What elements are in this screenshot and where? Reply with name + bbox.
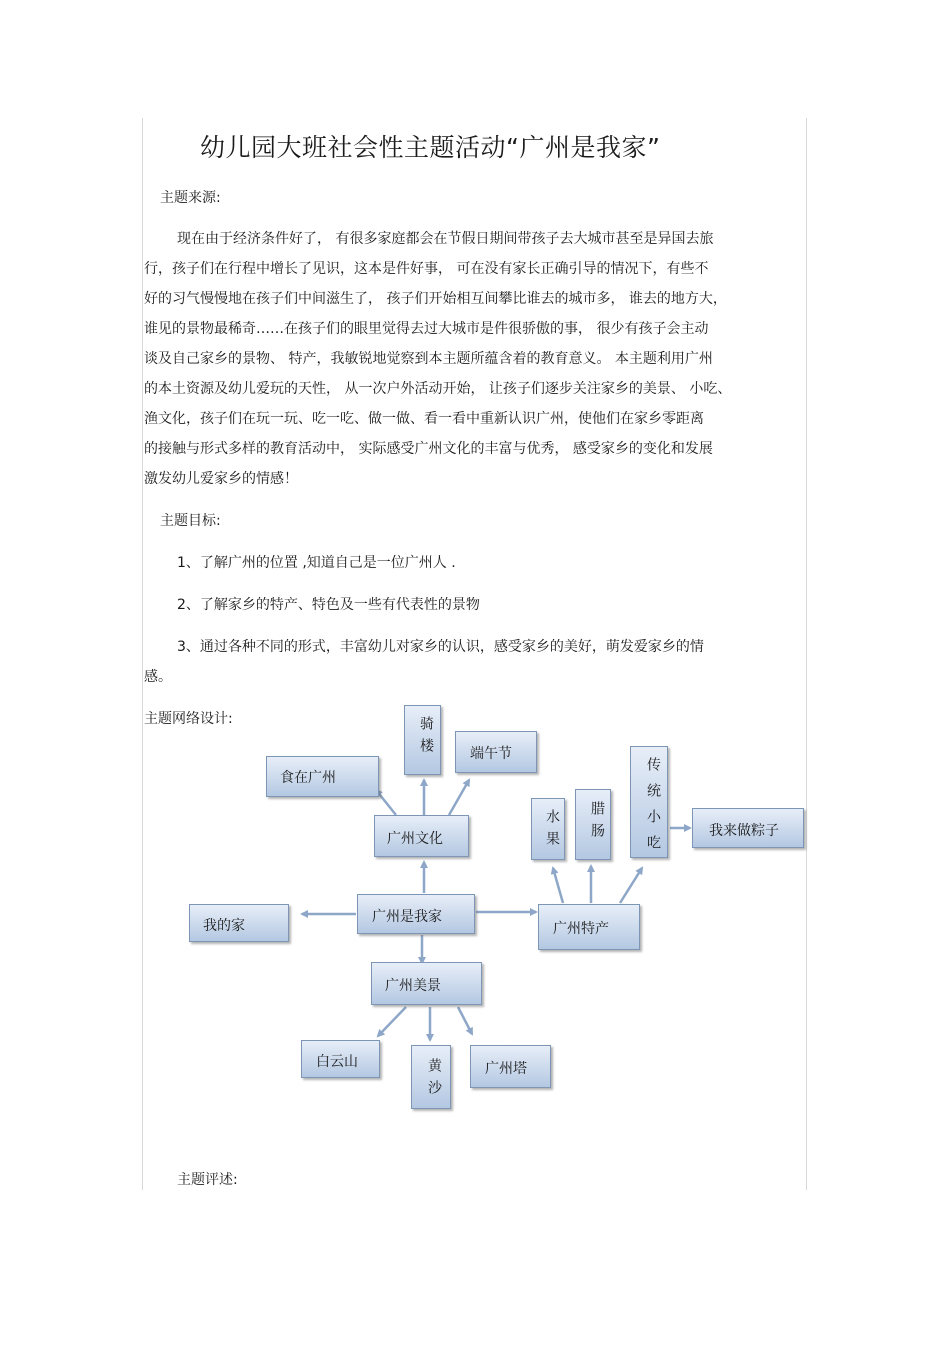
source-line-2: 行，孩子们在行程中增长了见识，这本是件好事， 可在没有家长正确引导的情况下，有些不 [144, 261, 709, 277]
node-specialty: 广州特产 [538, 904, 640, 950]
node-baiyun-mountain: 白云山 [301, 1040, 380, 1078]
arrow-scenery-to-baiyun [378, 1007, 406, 1036]
source-line-7: 渔文化，孩子们在玩一玩、吃一吃、做一做、看一看中重新认识广州，使他们在家乡零距离 [144, 411, 704, 427]
arrow-specialty-to-fruit [553, 868, 563, 903]
network-heading: 主题网络设计: [144, 711, 233, 727]
goals-heading: 主题目标: [160, 513, 221, 529]
goal-1: 1、了解广州的位置 ,知道自己是一位广州人 . [177, 555, 456, 571]
source-line-5: 谈及自己家乡的景物、 特产，我敏锐地觉察到本主题所蕴含着的教育意义。 本主题利用广州 [144, 351, 713, 367]
arrow-culture-to-food [376, 790, 396, 815]
node-dragon-boat: 端午节 [455, 731, 537, 773]
goal-2: 2、了解家乡的特产、特色及一些有代表性的景物 [177, 597, 480, 613]
node-guangzhou-tower: 广州塔 [470, 1045, 551, 1088]
node-huangsha: 黄沙 [411, 1045, 451, 1109]
arrow-culture-to-dragonboat [449, 780, 469, 815]
node-my-home: 我的家 [189, 904, 289, 942]
review-heading: 主题评述: [177, 1172, 238, 1188]
node-center: 广州是我家 [357, 894, 475, 934]
source-line-4: 谁见的景物最稀奇……在孩子们的眼里觉得去过大城市是件很骄傲的事， 很少有孩子会主动 [144, 321, 709, 337]
node-traditional-snacks: 传统小吃 [630, 746, 668, 858]
source-line-6: 的本土资源及幼儿爱玩的天性， 从一次户外活动开始， 让孩子们逐步关注家乡的美景、 小吃、 [144, 381, 732, 397]
arrow-scenery-to-tower [458, 1007, 472, 1034]
node-sausage: 腊肠 [575, 789, 611, 860]
source-line-9: 激发幼儿爱家乡的情感！ [144, 471, 298, 487]
node-scenery: 广州美景 [371, 962, 482, 1005]
node-fruit: 水果 [531, 798, 565, 860]
source-line-8: 的接触与形式多样的教育活动中， 实际感受广州文化的丰富与优秀， 感受家乡的变化和发展 [144, 441, 713, 457]
node-food-in-guangzhou: 食在广州 [266, 756, 379, 797]
goal-3: 3、通过各种不同的形式，丰富幼儿对家乡的认识，感受家乡的美好，萌发爱家乡的情 [177, 639, 704, 655]
source-line-3: 好的习气慢慢地在孩子们中间滋生了， 孩子们开始相互间攀比谁去的城市多， 谁去的地方大， [144, 291, 727, 307]
node-make-zongzi: 我来做粽子 [692, 808, 804, 848]
arrow-specialty-to-snacks [620, 868, 642, 903]
source-line-1: 现在由于经济条件好了， 有很多家庭都会在节假日期间带孩子去大城市甚至是异国去旅 [177, 231, 714, 247]
node-qilou: 骑楼 [404, 705, 441, 775]
source-heading: 主题来源: [160, 190, 221, 206]
document-title: 幼儿园大班社会性主题活动“广州是我家” [200, 133, 661, 162]
goal-3-continued: 感。 [144, 669, 172, 685]
node-culture: 广州文化 [374, 815, 469, 857]
